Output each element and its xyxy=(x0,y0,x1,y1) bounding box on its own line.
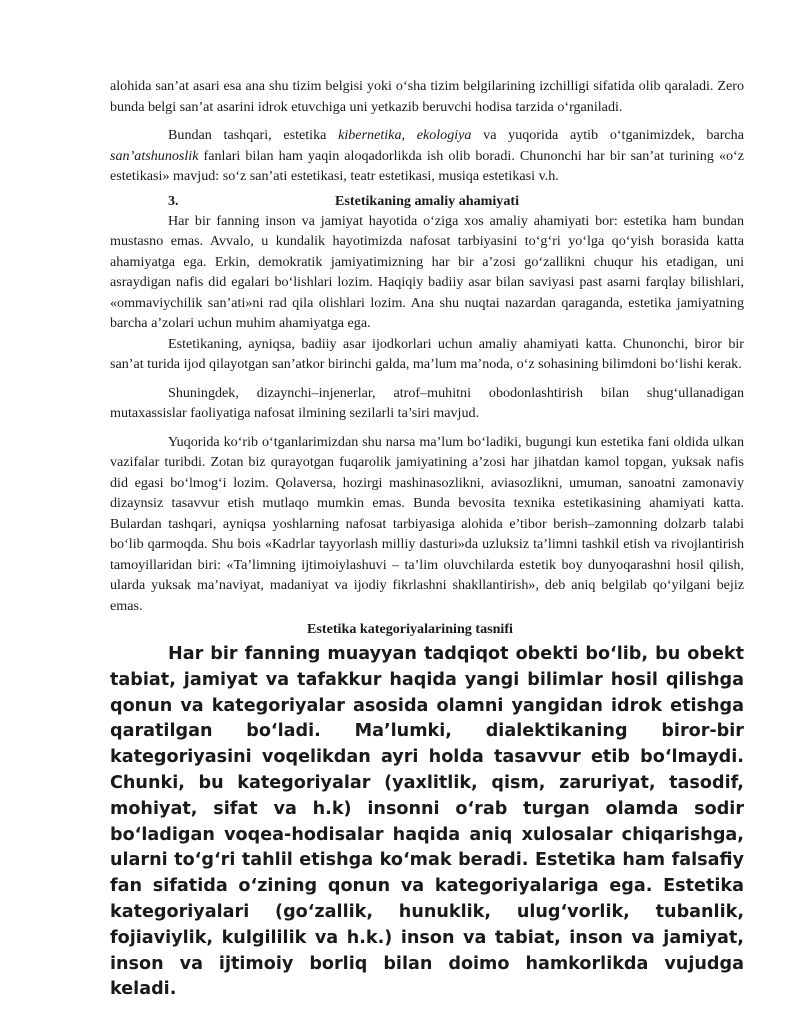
subsection-title: Estetika kategoriyalarining tasnifi xyxy=(307,621,513,637)
paragraph-categories: Har bir fanning muayyan tadqiqot obekti bo‘lib, bu obekt tabiat, jamiyat va tafakkur haqida yangi bilimlar hosil qilishga qonun va kategoriyalar asosida olamni yangidan idrok etishga qaratilgan bo‘ladi. Ma’lumki, dialektikaning biror-bir kategoriyasini voqelikdan ayri holda tasavvur etib bo‘lmaydi. Chunki, bu kategoriyalar (yaxlitlik, qism, zaruriyat, tasodif, mohiyat, sifat va h.k) insonni o‘rab turgan olamda sodir bo‘ladigan voqea-hodisalar haqida aniq xulosalar chiqarishga, ularni to‘g‘ri tahlil etishga ko‘mak beradi. Estetika ham falsafiy fan sifatida o‘zining qonun va kategoriyalariga ega. Estetika kategoriyalari (go‘zallik, hunuklik, ulug‘vorlik, tubanlik, fojiaviylik, kulgililik va h.k.) inson va tabiat, inson va jamiyat, inson va ijtimoiy borliq bilan doimo hamkorlikda vujudga keladi. xyxy=(110,644,744,1000)
text-span: va yuqorida aytib o‘tganimizdek, barcha xyxy=(471,127,744,143)
document-page xyxy=(110,76,744,1003)
paragraph-artists: Estetikaning, ayniqsa, badiiy asar ijodkorlari uchun amaliy ahamiyati katta. Chunonchi, biror bir san’at turida ijod qilayotgan san’atkor birinchi galda, ma’lum ma’noda, o‘z sohasining bilimdoni bo‘lishi kerak. xyxy=(110,335,744,372)
paragraph-sign-system: alohida san’at asari esa ana shu tizim belgisi yoki o‘sha tizim belgilarining izchilligi sifatida olib qaraladi. Zero bunda belgi san’at asarini idrok etuvchiga uni yetkazib beruvchi hodisa tarzida o‘rganiladi. xyxy=(110,78,744,115)
section-heading xyxy=(110,191,744,211)
paragraph-interdisciplinary xyxy=(110,125,744,187)
section-title: Estetikaning amaliy ahamiyati xyxy=(334,192,520,209)
italic-term: kibernetika, ekologiya xyxy=(338,127,472,143)
section-number: 3. xyxy=(168,192,179,209)
paragraph-practical-importance: Har bir fanning inson va jamiyat hayotida o‘ziga xos amaliy ahamiyati bor: estetika ham bundan mustasno emas. Avvalo, u kundalik hayotimizda nafosat tarbiyasini to‘g‘ri yo‘lga qo‘yish borasida katta ahamiyatga ega. Erkin, demokratik jamiyatimizning har bir a’zosi go‘zallikni chuqur his etadigan, uni asraydigan nafis did egalari bo‘lishlari lozim. Haqiqiy badiiy asar bilan saviyasi past asarni farqlay bilishlari, «ommaviychilik san’ati»ni rad qila olishlari lozim. Ana shu nuqtai nazardan qaraganda, estetika jamiyatning barcha a’zolari uchun muhim ahamiyatga ega. xyxy=(110,212,744,331)
text-span: Bundan tashqari, estetika xyxy=(168,127,339,143)
text-span: fanlari bilan ham yaqin aloqadorlikda ish olib boradi. Chunonchi har bir san’at turining «o‘z estetikasi» mavjud: so‘z san’ati estetikasi, teatr estetikasi, musiqa estetikasi v.h. xyxy=(110,147,744,184)
paragraph-designers: Shuningdek, dizaynchi–injenerlar, atrof–muhitni obodonlashtirish bilan shug‘ullanadigan mutaxassislar faoliyatiga nafosat ilmining sezilarli ta’siri mavjud. xyxy=(110,384,744,421)
italic-term: san’atshunoslik xyxy=(110,147,199,164)
paragraph-tasks: Yuqorida ko‘rib o‘tganlarimizdan shu narsa ma’lum bo‘ladiki, bugungi kun estetika fani oldida ulkan vazifalar turibdi. Zotan biz qurayotgan fuqarolik jamiyatining a’zosi har jihatdan kamol topgan, yuksak nafis did egasi bo‘lmog‘i lozim. Qolaversa, hozirgi mashinasozlikni, aviasozlikni, umuman, sanoatni zamonaviy dizaynsiz tasavvur etish mutlaqo mumkin emas. Bunda bevosita texnika estetikasining ahamiyati katta. Bulardan tashqari, ayniqsa yoshlarning nafosat tarbiyasiga alohida e’tibor berish–zamonning dolzarb talabi bo‘lib qarmoqda. Shu bois «Kadrlar tayyorlash milliy dasturi»da uzluksiz ta’limni tashkil etish va rivojlantirish tamoyillaridan biri: «Ta’limning ijtimoiylashuvi – ta’lim oluvchilarda estetik boy dunyoqarashni hosil qilish, ularda yuksak ma’naviyat, madaniyat va ijodiy fikrlashni shakllantirish», deb aniq belgilab qo‘yilgani bejiz emas. xyxy=(110,433,744,614)
